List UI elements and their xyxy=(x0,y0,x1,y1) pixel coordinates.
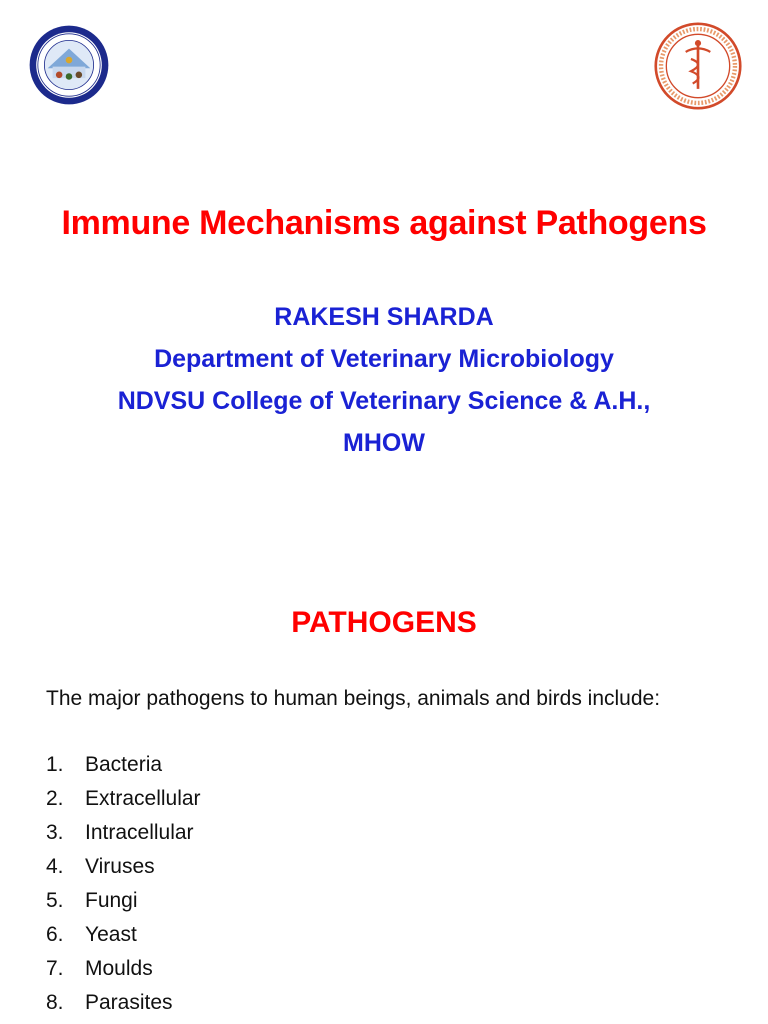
list-item-label: Bacteria xyxy=(85,753,163,776)
list-item xyxy=(46,918,201,952)
list-item-number: 5. xyxy=(46,889,64,912)
list-item-label: Parasites xyxy=(85,991,173,1014)
author-block xyxy=(0,296,768,464)
list-item-label: Moulds xyxy=(85,957,153,980)
university-emblem-icon xyxy=(28,24,110,106)
list-item xyxy=(46,782,201,816)
slide-heading: PATHOGENS xyxy=(291,606,477,639)
presentation-title: Immune Mechanisms against Pathogens xyxy=(61,204,707,242)
pathogen-list xyxy=(46,748,201,1020)
list-item-number: 2. xyxy=(46,787,64,810)
list-item-label: Viruses xyxy=(85,855,155,878)
list-item-label: Yeast xyxy=(85,923,137,946)
list-item-label: Extracellular xyxy=(85,787,201,810)
pathogens-slide xyxy=(0,576,768,1024)
list-item-number: 6. xyxy=(46,923,64,946)
list-item-number: 3. xyxy=(46,821,64,844)
author-name: RAKESH SHARDA xyxy=(274,303,494,331)
college-name: NDVSU College of Veterinary Science & A.H., xyxy=(117,387,651,415)
list-item xyxy=(46,986,201,1020)
list-item-label: Fungi xyxy=(85,889,138,912)
list-item-number: 7. xyxy=(46,957,64,980)
list-item-label: Intracellular xyxy=(85,821,194,844)
intro-text: The major pathogens to human beings, animals and birds include: xyxy=(46,687,661,710)
college-emblem-icon xyxy=(654,22,742,110)
list-item xyxy=(46,816,201,850)
list-item xyxy=(46,748,201,782)
list-item xyxy=(46,850,201,884)
list-item xyxy=(46,884,201,918)
list-item-number: 8. xyxy=(46,991,64,1014)
department-name: Department of Veterinary Microbiology xyxy=(154,345,614,373)
list-item-number: 4. xyxy=(46,855,64,878)
college-location: MHOW xyxy=(343,429,425,457)
list-item xyxy=(46,952,201,986)
list-item-number: 1. xyxy=(46,753,64,776)
